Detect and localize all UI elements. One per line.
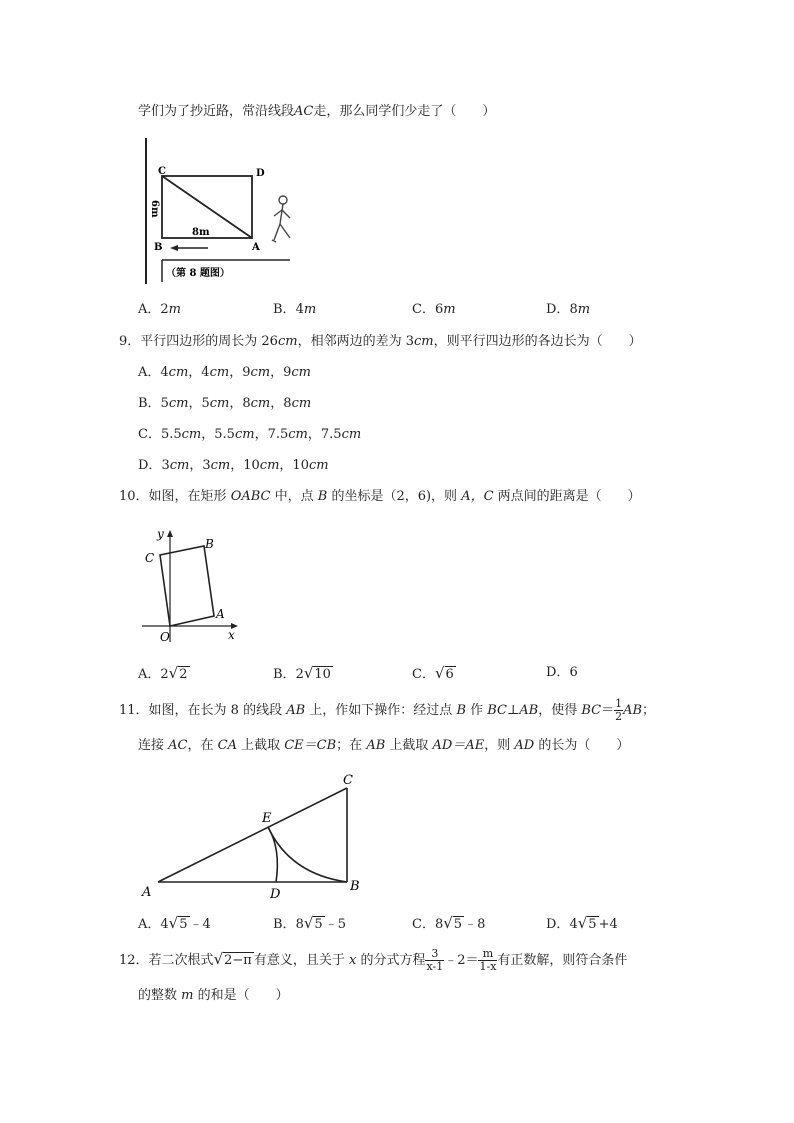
q10-option-b[interactable]: B．2√10 (273, 664, 331, 682)
label-a: A (216, 607, 225, 621)
q8-figure (140, 136, 300, 286)
q9-option-c[interactable]: C．5.5cm，5.5cm，7.5cm，7.5cm (138, 427, 362, 442)
q11-option-c[interactable]: C．8√5 ﹣8 (412, 914, 486, 932)
q10-option-a[interactable]: A．2√2 (138, 664, 188, 682)
arc-ed (268, 827, 277, 882)
q11-stem-line1: 11．如图，在长为 8 的线段 AB 上，作如下操作：经过点 B 作 BC⊥AB，使得 BC＝ $\frac{1}{2}$ AB； (119, 697, 656, 723)
fraction-one-half: $\frac{1}{2}$ (615, 697, 623, 723)
q11-stem-line2: 连接 AC，在 CA 上截取 CE＝CB；在 AB 上截取 AD＝AE，则 AD 的长为（ ） (138, 738, 630, 753)
label-6m: 6m (149, 200, 160, 218)
label-c: C (158, 166, 166, 177)
y-axis-arrow-icon (167, 530, 173, 537)
label-b: B (205, 537, 214, 551)
q10-option-c[interactable]: C．√6 (412, 664, 454, 682)
label-x: x (228, 628, 235, 642)
walking-person-icon (272, 196, 290, 242)
rectangle-oabc (160, 546, 214, 626)
q11-figure (138, 764, 378, 904)
label-8m: 8m (192, 227, 210, 238)
label-o: O (160, 630, 170, 644)
label-b: B (350, 879, 360, 894)
q12-stem-line2: 的整数 m 的和是（ ） (138, 988, 289, 1003)
label-d: D (270, 887, 281, 902)
figure-caption: （第 8 题图） (166, 268, 230, 279)
label-d: D (256, 168, 265, 179)
label-a: A (142, 885, 152, 900)
q9-option-d[interactable]: D．3cm，3cm，10cm，10cm (138, 458, 329, 473)
q8-option-a[interactable]: A．2m (138, 302, 181, 317)
q8-option-b[interactable]: B．4m (273, 302, 317, 317)
q10-stem: 10．如图，在矩形 OABC 中，点 B 的坐标是（2，6)，则 A，C 两点间的距离是（ ） (119, 489, 641, 504)
q10-figure (138, 520, 248, 646)
fraction-m-over-1-x: $\frac{m}{1-x}$ (479, 947, 497, 973)
label-a: A (252, 242, 260, 253)
arrow-left-icon (170, 245, 178, 251)
q9-option-b[interactable]: B．5cm，5cm，8cm，8cm (138, 396, 312, 411)
arc-eb (268, 827, 347, 882)
label-b: B (154, 242, 163, 253)
q11-option-d[interactable]: D．4√5 +4 (546, 914, 618, 932)
q11-option-a[interactable]: A．4√5 ﹣4 (138, 914, 211, 932)
q9-option-a[interactable]: A．4cm，4cm，9cm，9cm (138, 365, 311, 380)
q8-option-d[interactable]: D．8m (546, 302, 591, 317)
label-y: y (157, 527, 164, 541)
label-c: C (145, 551, 155, 565)
label-e: E (262, 811, 272, 826)
q9-stem: 9．平行四边形的周长为 26cm，相邻两边的差为 3cm，则平行四边形的各边长为（ ） (119, 334, 642, 349)
q10-option-d[interactable]: D．6 (546, 665, 578, 680)
q12-stem-line1: 12．若二次根式√2−π 有意义，且关于 x 的分式方程 $\frac{3}{x-1}$ ﹣2＝ $\frac{m}{1-x}$ 有正数解，则符合条件 (119, 947, 628, 973)
label-c: C (343, 773, 353, 788)
segment-ac (158, 788, 347, 882)
q8-stem: 学们为了抄近路，常沿线段AC走，那么同学们少走了（ ） (138, 104, 496, 119)
fraction-3-over-x-1: $\frac{3}{x-1}$ (426, 947, 444, 973)
q11-option-b[interactable]: B．8√5 ﹣5 (273, 914, 346, 932)
q8-option-c[interactable]: C．6m (412, 302, 456, 317)
